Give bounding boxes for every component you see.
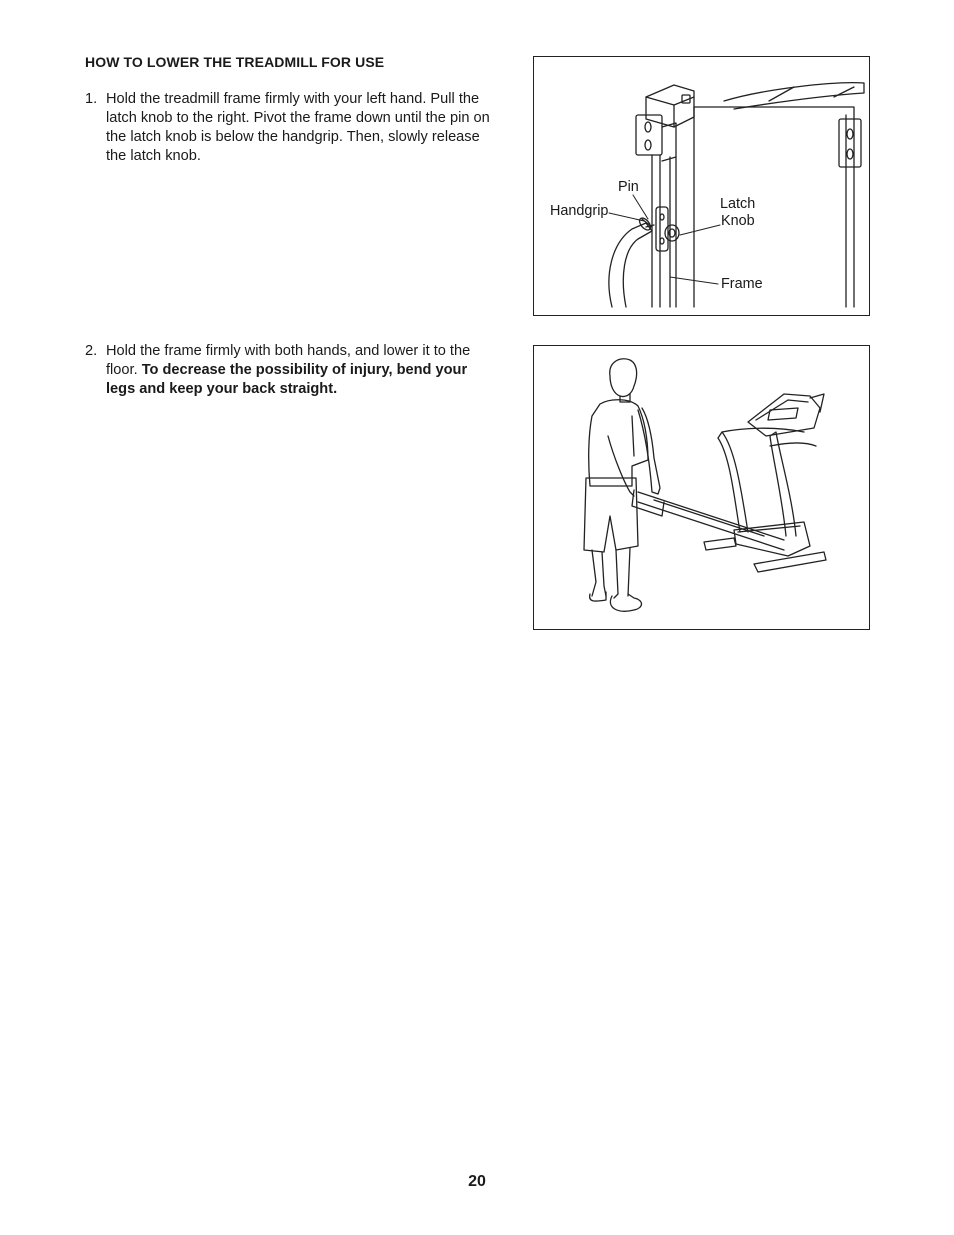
step-text (106, 342, 500, 399)
step-number: 1. (85, 91, 98, 107)
section-heading: HOW TO LOWER THE TREADMILL FOR USE (85, 54, 385, 70)
page-number: 20 (468, 1173, 486, 1190)
latch-knob-drawing (534, 57, 871, 317)
lowering-treadmill-illustration (533, 345, 870, 630)
step-text-regular: Hold the frame firmly with both hands, and lower it to the floor. (106, 343, 471, 378)
frame-callout: Frame (721, 276, 763, 292)
step-2 (85, 342, 500, 399)
handgrip-callout: Handgrip (550, 203, 609, 219)
person-lowering-treadmill-drawing (534, 346, 871, 631)
step-number: 2. (85, 343, 98, 359)
latch-knob-callout-line1: Latch (720, 196, 756, 212)
pin-callout: Pin (618, 179, 639, 195)
latch-knob-illustration (533, 56, 870, 316)
step-text: Hold the treadmill frame firmly with your left hand. Pull the latch knob to the right. Pivot the frame down until the pin on the latch knob is below the handgrip. Then, slowly release the latch knob. (106, 91, 490, 164)
step-1 (85, 90, 500, 166)
step-warning-text: To decrease the possibility of injury, bend your legs and keep your back straight. (106, 362, 468, 397)
latch-knob-callout-line2: Knob (721, 213, 755, 229)
